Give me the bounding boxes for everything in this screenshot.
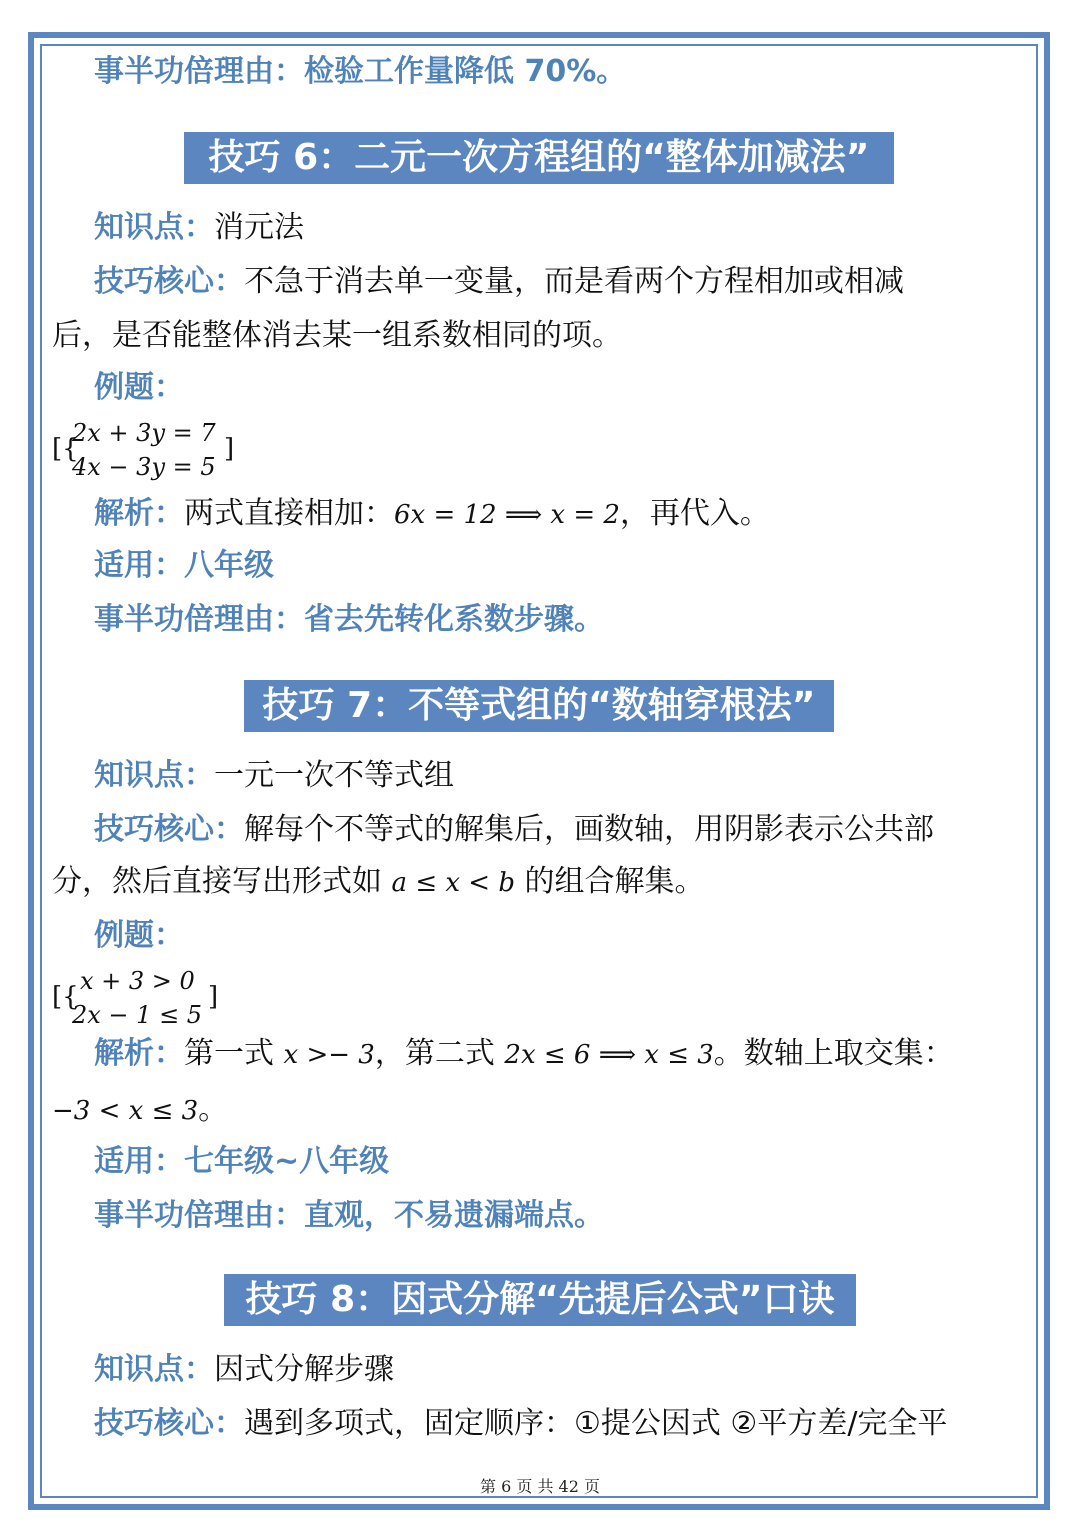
analysis-text-4: 。	[198, 1092, 229, 1127]
core-text-2: 分，然后直接写出形式如	[52, 864, 392, 899]
example-label: 例题：	[94, 918, 184, 953]
core-text: 遇到多项式，固定顺序：①提公因式 ②平方差/完全平	[244, 1406, 948, 1441]
left-bracket: [{	[52, 982, 79, 1012]
applies-text: 八年级	[184, 548, 274, 583]
knowledge-text: 消元法	[214, 210, 304, 245]
reason-text: 省去先转化系数步骤。	[304, 602, 604, 637]
analysis-label: 解析：	[94, 496, 184, 531]
analysis-math: 6x = 12 ⟹ x = 2	[394, 500, 620, 530]
core-text: 不急于消去单一变量，而是看两个方程相加或相减	[244, 264, 904, 299]
analysis-text: 两式直接相加：	[184, 496, 394, 531]
tip6-core-line-2: 后，是否能整体消去某一组系数相同的项。	[52, 318, 622, 353]
equation-1: 2x + 3y = 7	[72, 419, 216, 447]
analysis-math-2: 2x ≤ 6 ⟹ x ≤ 3	[504, 1040, 714, 1070]
tip6-equation-system	[52, 418, 252, 484]
right-bracket: ]	[224, 434, 235, 464]
applies-label: 适用：	[94, 1144, 184, 1179]
knowledge-label: 知识点：	[94, 210, 214, 245]
reason-text: 直观，不易遗漏端点。	[304, 1198, 604, 1233]
tip7-core-line	[94, 810, 934, 850]
knowledge-text: 因式分解步骤	[214, 1352, 394, 1387]
tip7-heading: 技巧 7：不等式组的“数轴穿根法”	[244, 680, 834, 732]
tip6-knowledge-line	[94, 208, 304, 248]
tip7-analysis-line-2	[52, 1090, 228, 1131]
reason-label: 事半功倍理由：	[94, 602, 304, 637]
page-footer: 第 6 页 共 42 页	[480, 1477, 600, 1496]
analysis-text-3: 。数轴上取交集：	[713, 1036, 954, 1071]
tip7-inequality-system	[52, 966, 252, 1032]
inequality-2: 2x − 1 ≤ 5	[72, 1001, 203, 1029]
tip6-core-line	[94, 262, 904, 302]
analysis-math-3: −3 < x ≤ 3	[52, 1096, 199, 1126]
tip7-knowledge-line	[94, 756, 454, 796]
core-math: a ≤ x < b	[391, 868, 515, 898]
tip7-applies-line	[94, 1142, 389, 1182]
analysis-text-1: 第一式	[184, 1036, 284, 1071]
right-bracket: ]	[208, 982, 219, 1012]
reason-text: 检验工作量降低 70%。	[304, 54, 627, 89]
analysis-text-tail: ，再代入。	[619, 496, 770, 531]
core-text-2-tail: 的组合解集。	[514, 864, 705, 899]
tip8-knowledge-line	[94, 1350, 394, 1390]
tip6-example-line	[94, 368, 184, 408]
tip7-reason-line	[94, 1196, 604, 1236]
reason-label: 事半功倍理由：	[94, 54, 304, 89]
tip7-analysis-line	[94, 1034, 954, 1075]
tip8-heading: 技巧 8：因式分解“先提后公式”口诀	[224, 1274, 856, 1326]
tip7-example-line	[94, 916, 184, 956]
applies-text: 七年级~八年级	[184, 1144, 390, 1179]
example-label: 例题：	[94, 370, 184, 405]
core-label: 技巧核心：	[94, 1406, 244, 1441]
applies-label: 适用：	[94, 548, 184, 583]
analysis-text-2: ，第二式	[374, 1036, 505, 1071]
analysis-label: 解析：	[94, 1036, 184, 1071]
top-reason-line	[94, 52, 626, 92]
knowledge-label: 知识点：	[94, 758, 214, 793]
tip6-reason-line	[94, 600, 604, 640]
knowledge-label: 知识点：	[94, 1352, 214, 1387]
analysis-math-1: x >− 3	[283, 1040, 375, 1070]
knowledge-text: 一元一次不等式组	[214, 758, 454, 793]
core-label: 技巧核心：	[94, 264, 244, 299]
inequality-1: x + 3 > 0	[80, 967, 195, 995]
tip8-core-line	[94, 1404, 947, 1444]
core-label: 技巧核心：	[94, 812, 244, 847]
tip6-analysis-line	[94, 494, 770, 535]
tip6-heading: 技巧 6：二元一次方程组的“整体加减法”	[184, 132, 894, 184]
left-bracket: [{	[52, 434, 79, 464]
reason-label: 事半功倍理由：	[94, 1198, 304, 1233]
core-text: 解每个不等式的解集后，画数轴，用阴影表示公共部	[244, 812, 934, 847]
tip6-applies-line	[94, 546, 274, 586]
equation-2: 4x − 3y = 5	[72, 453, 216, 481]
tip7-core-line-2	[52, 862, 705, 903]
